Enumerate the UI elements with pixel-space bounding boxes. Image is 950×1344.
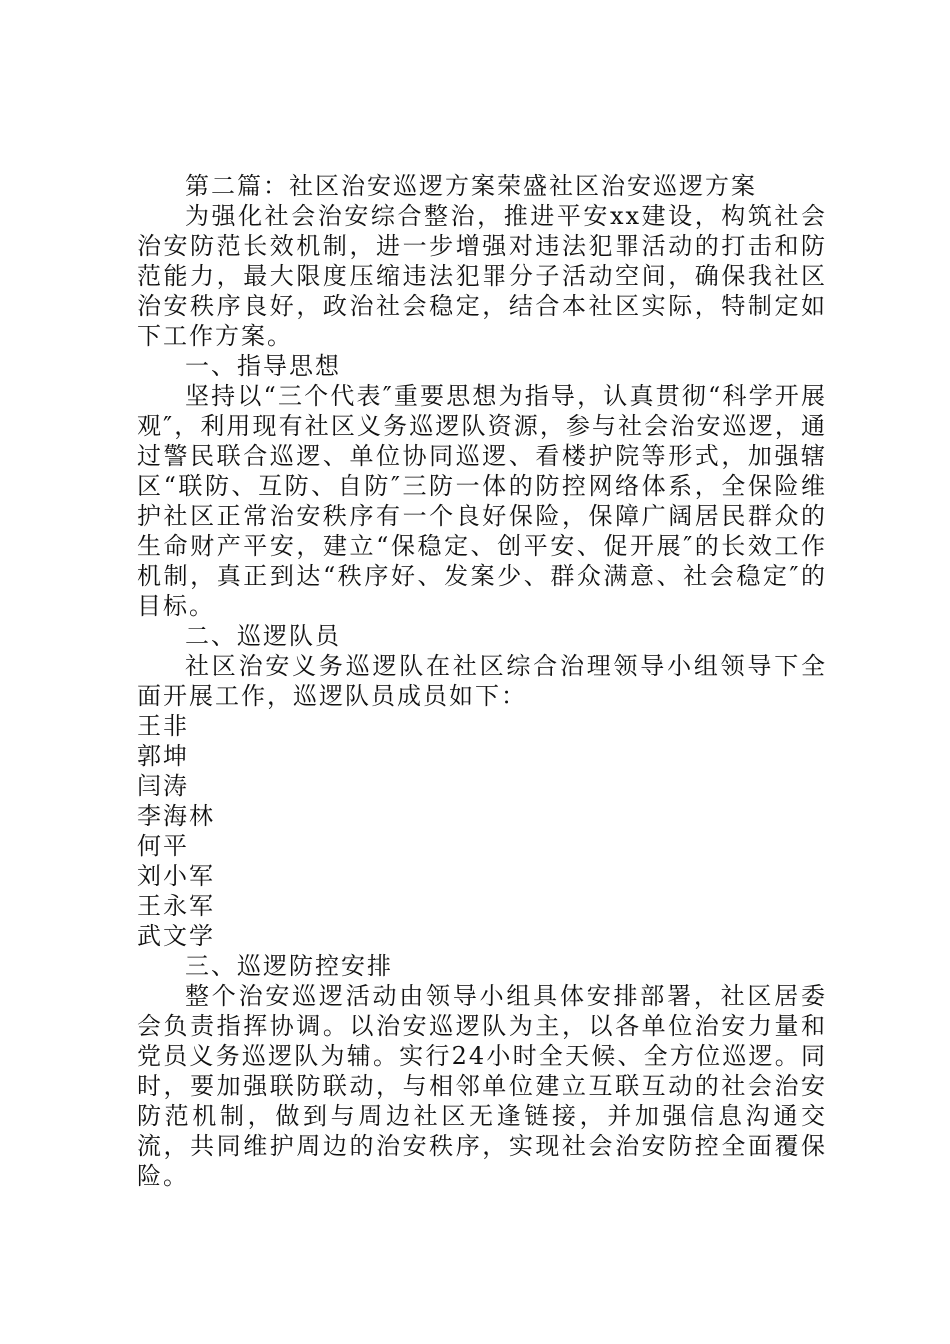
member-name: 王永军 xyxy=(137,892,215,920)
member-name: 李海林 xyxy=(137,802,215,830)
section2-heading: 二、巡逻队员 xyxy=(185,622,341,650)
section1-heading: 一、指导思想 xyxy=(185,352,341,380)
member-name: 闫涛 xyxy=(137,772,189,800)
member-name: 武文学 xyxy=(137,922,215,950)
section3-paragraph: 整个治安巡逻活动由领导小组具体安排部署，社区居委会负责指挥协调。以治安巡逻队为主，以各单位治安力量和党员义务巡逻队为辅。实行24小时全天候、全方位巡逻。同时，要加强联防联动，与相邻单位建立互联互动的社会治安防范机制，做到与周边社区无逢链接，并加强信息沟通交流，共同维护周边的治安秩序，实现社会治安防控全面覆保险。 xyxy=(137,982,827,1190)
member-name: 刘小军 xyxy=(137,862,215,890)
document-body xyxy=(137,171,827,1191)
section3-heading: 三、巡逻防控安排 xyxy=(185,952,393,980)
intro-paragraph: 为强化社会治安综合整治，推进平安xx建设，构筑社会治安防范长效机制，进一步增强对违法犯罪活动的打击和防范能力，最大限度压缩违法犯罪分子活动空间，确保我社区治安秩序良好，政治社会稳定，结合本社区实际，特制定如下工作方案。 xyxy=(137,202,827,350)
member-name: 王非 xyxy=(137,712,189,740)
document-title: 第二篇：社区治安巡逻方案荣盛社区治安巡逻方案 xyxy=(185,172,757,200)
section2-paragraph: 社区治安义务巡逻队在社区综合治理领导小组领导下全面开展工作，巡逻队员成员如下： xyxy=(137,652,827,710)
member-name: 何平 xyxy=(137,832,189,860)
section1-paragraph: 坚持以“三个代表″重要思想为指导，认真贯彻“科学开展观″，利用现有社区义务巡逻队资源，参与社会治安巡逻，通过警民联合巡逻、单位协同巡逻、看楼护院等形式，加强辖区“联防、互防、自防″三防一体的防控网络体系，全保险维护社区正常治安秩序有一个良好保险，保障广阔居民群众的生命财产平安，建立“保稳定、创平安、促开展″的长效工作机制，真正到达“秩序好、发案少、群众满意、社会稳定″的目标。 xyxy=(137,382,827,620)
member-name: 郭坤 xyxy=(137,742,189,770)
